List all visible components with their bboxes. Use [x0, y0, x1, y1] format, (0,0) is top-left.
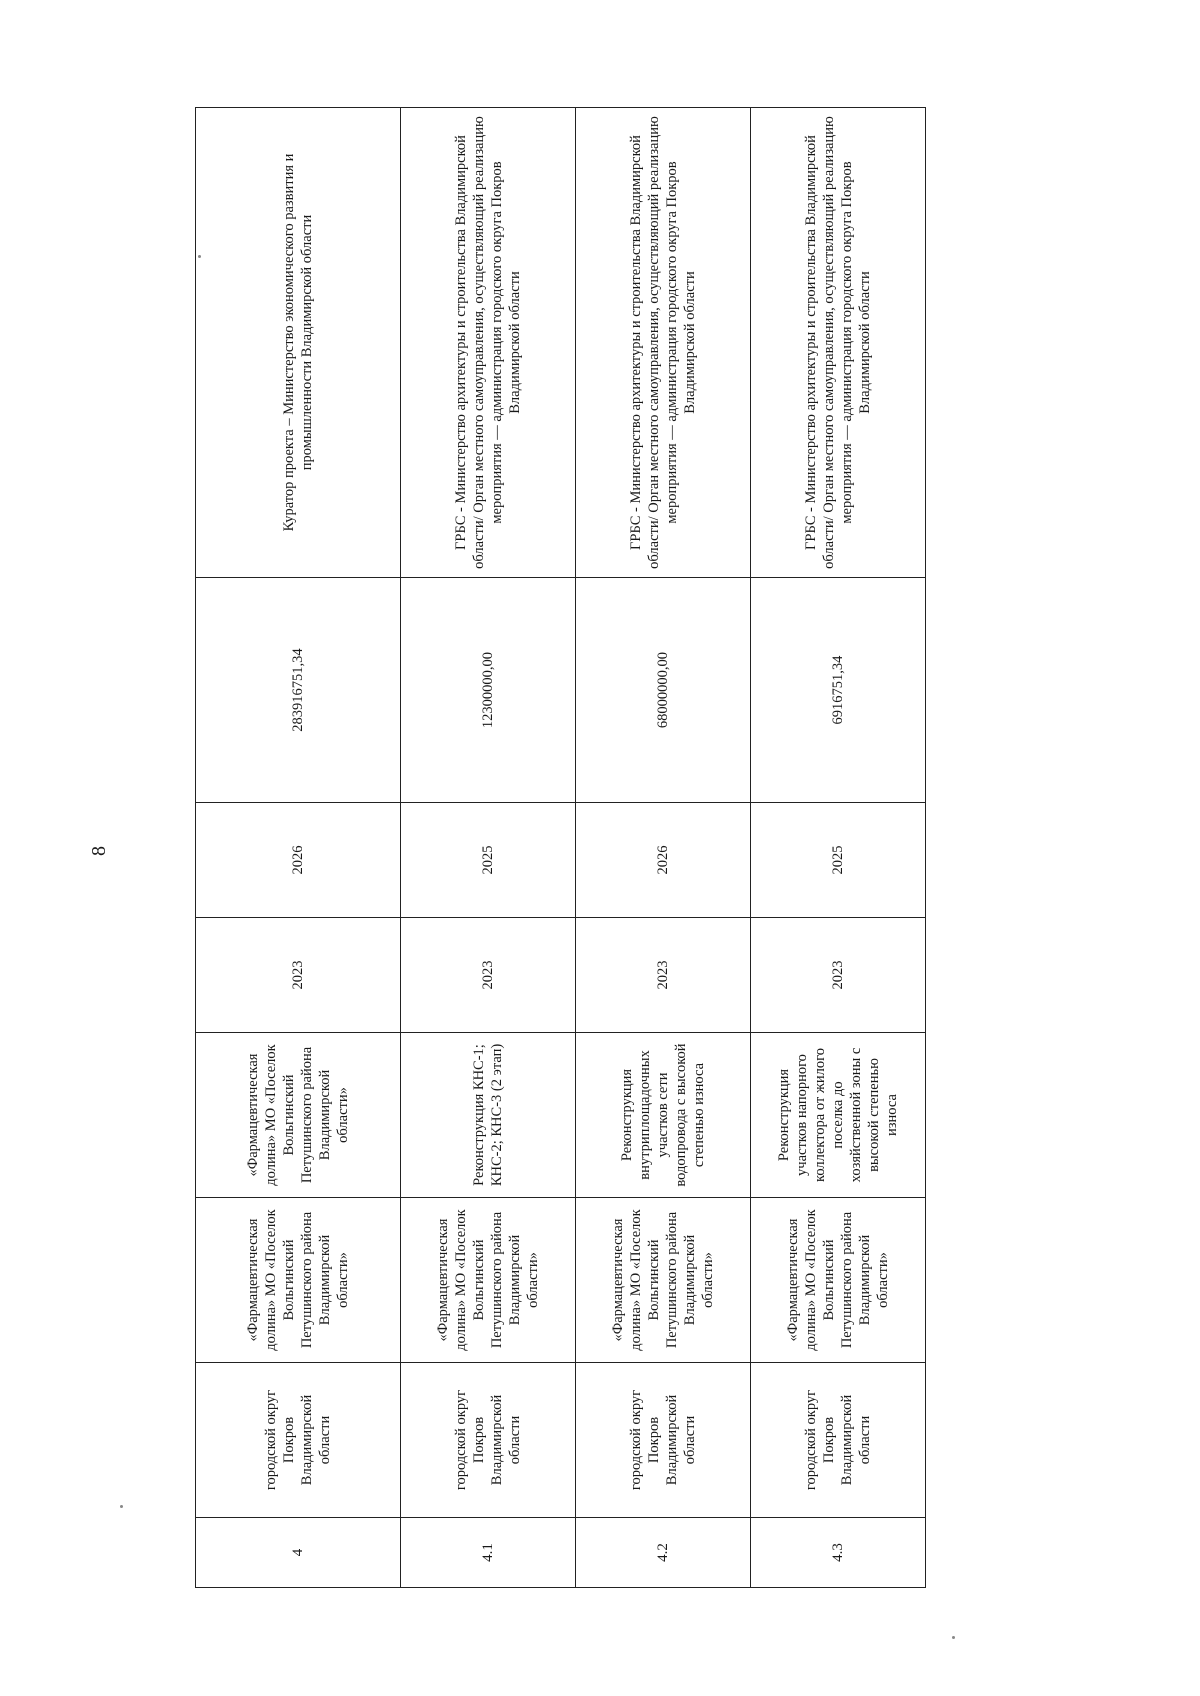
- row-number: 4.2: [576, 1518, 751, 1588]
- responsible-cell: ГРБС - Министерство архитектуры и строительства Владимирской области/ Орган местного самоуправления, осуществляющий реализацию мероприятия — администрация городского округа Покров Владимирской области: [751, 108, 926, 578]
- amount-cell: 68000000,00: [576, 578, 751, 803]
- territory-cell: городской округ Покров Владимирской области: [196, 1363, 401, 1518]
- end-year-cell: 2026: [196, 803, 401, 918]
- facility-cell: «Фармацевтическая долина» МО «Поселок Вольгинский Петушинского района Владимирской области»: [196, 1198, 401, 1363]
- row-number: 4.3: [751, 1518, 926, 1588]
- scan-speck: [952, 1636, 955, 1639]
- program-table: [195, 107, 926, 1588]
- end-year-cell: 2025: [401, 803, 576, 918]
- project-cell: Реконструкция КНС-1; КНС-2; КНС-3 (2 этап): [401, 1033, 576, 1198]
- project-cell: Реконструкция участков напорного коллектора от жилого поселка до хозяйственной зоны с высокой степенью износа: [751, 1033, 926, 1198]
- responsible-cell: ГРБС - Министерство архитектуры и строительства Владимирской области/ Орган местного самоуправления, осуществляющий реализацию мероприятия — администрация городского округа Покров Владимирской области: [576, 108, 751, 578]
- facility-cell: «Фармацевтическая долина» МО «Поселок Вольгинский Петушинского района Владимирской области»: [751, 1198, 926, 1363]
- table-row: [751, 108, 926, 1588]
- start-year-cell: 2023: [401, 918, 576, 1033]
- end-year-cell: 2026: [576, 803, 751, 918]
- table-row: [196, 108, 401, 1588]
- start-year-cell: 2023: [196, 918, 401, 1033]
- page-number: 8: [88, 846, 110, 856]
- scan-speck: [198, 255, 201, 258]
- row-number: 4: [196, 1518, 401, 1588]
- end-year-cell: 2025: [751, 803, 926, 918]
- project-cell: Реконструкция внутриплощадочных участков сети водопровода с высокой степенью износа: [576, 1033, 751, 1198]
- territory-cell: городской округ Покров Владимирской области: [751, 1363, 926, 1518]
- responsible-cell: ГРБС - Министерство архитектуры и строительства Владимирской области/ Орган местного самоуправления, осуществляющий реализацию мероприятия — администрация городского округа Покров Владимирской области: [401, 108, 576, 578]
- start-year-cell: 2023: [751, 918, 926, 1033]
- start-year-cell: 2023: [576, 918, 751, 1033]
- responsible-cell: Куратор проекта – Министерство экономического развития и промышленности Владимирской области: [196, 108, 401, 578]
- rotated-table-container: [195, 108, 925, 1588]
- table-row: [401, 108, 576, 1588]
- row-number: 4.1: [401, 1518, 576, 1588]
- scan-speck: [120, 1505, 123, 1508]
- facility-cell: «Фармацевтическая долина» МО «Поселок Вольгинский Петушинского района Владимирской области»: [401, 1198, 576, 1363]
- facility-cell: «Фармацевтическая долина» МО «Поселок Вольгинский Петушинского района Владимирской области»: [576, 1198, 751, 1363]
- project-cell: «Фармацевтическая долина» МО «Поселок Вольгинский Петушинского района Владимирской области»: [196, 1033, 401, 1198]
- territory-cell: городской округ Покров Владимирской области: [401, 1363, 576, 1518]
- amount-cell: 6916751,34: [751, 578, 926, 803]
- amount-cell: 12300000,00: [401, 578, 576, 803]
- table-row: [576, 108, 751, 1588]
- amount-cell: 283916751,34: [196, 578, 401, 803]
- territory-cell: городской округ Покров Владимирской области: [576, 1363, 751, 1518]
